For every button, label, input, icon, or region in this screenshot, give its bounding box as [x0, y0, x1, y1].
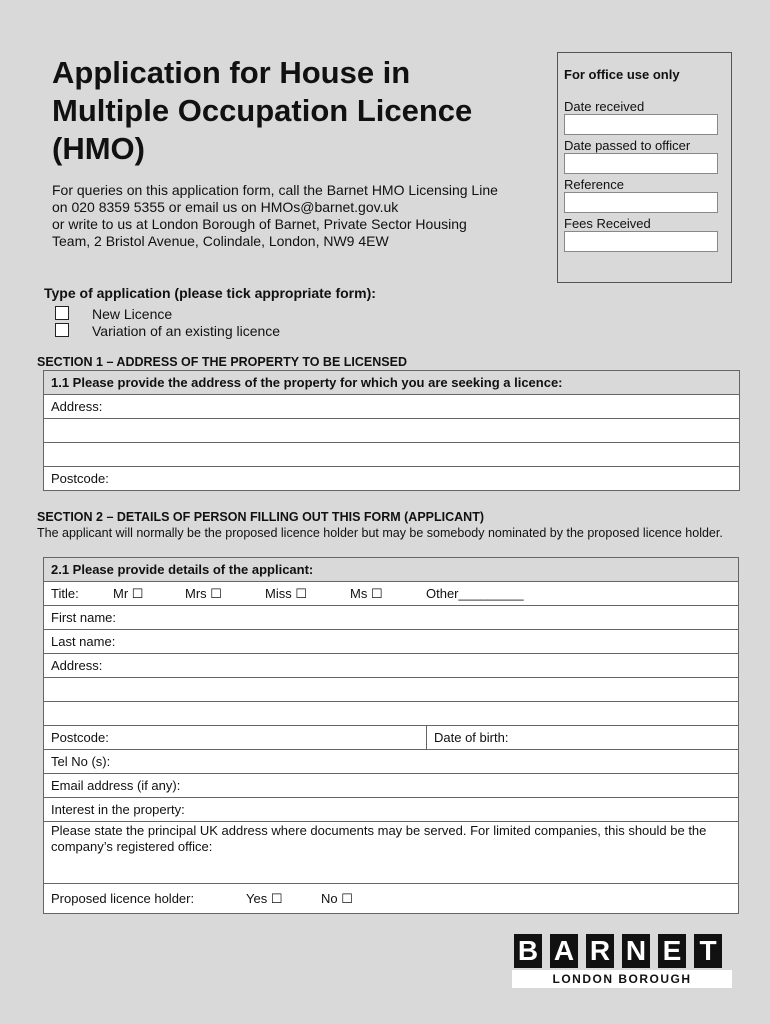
variation-label: Variation of an existing licence: [92, 323, 281, 339]
contact-info: [52, 182, 562, 250]
property-address-field[interactable]: Address:: [44, 395, 740, 419]
section1-question: 1.1 Please provide the address of the property for which you are seeking a licence:: [44, 371, 740, 395]
title-row: [44, 582, 739, 606]
date-of-birth-field[interactable]: Date of birth:: [427, 726, 739, 750]
date-passed-field[interactable]: [564, 153, 718, 174]
title-line: Multiple Occupation Licence: [52, 93, 473, 128]
tel-field[interactable]: Tel No (s):: [44, 750, 739, 774]
title-mrs-option[interactable]: Mrs ☐: [185, 585, 222, 601]
section1-table: [43, 370, 740, 491]
date-received-field[interactable]: [564, 114, 718, 135]
last-name-field[interactable]: Last name:: [44, 630, 739, 654]
section2-question: 2.1 Please provide details of the applicant:: [44, 558, 739, 582]
interest-field[interactable]: Interest in the property:: [44, 798, 739, 822]
application-type-heading: Type of application (please tick appropriate form):: [44, 285, 376, 301]
logo-letter: T: [694, 934, 722, 968]
applicant-address-line-2[interactable]: [44, 678, 739, 702]
fees-received-label: Fees Received: [564, 216, 651, 231]
title-line: (HMO): [52, 131, 145, 166]
page-title: [52, 54, 552, 168]
first-name-field[interactable]: First name:: [44, 606, 739, 630]
logo-letter: R: [586, 934, 614, 968]
proposed-holder-row: [44, 884, 739, 914]
title-other-option[interactable]: Other_________: [426, 585, 524, 601]
logo-subtitle: LONDON BOROUGH: [512, 970, 732, 988]
date-received-label: Date received: [564, 99, 645, 114]
proposed-holder-label: Proposed licence holder:: [51, 890, 195, 906]
title-mr-option[interactable]: Mr ☐: [113, 585, 144, 601]
new-licence-checkbox[interactable]: [55, 306, 69, 320]
title-line: Application for House in: [52, 55, 411, 90]
office-use-panel: [557, 52, 732, 283]
reference-label: Reference: [564, 177, 624, 192]
title-ms-option[interactable]: Ms ☐: [350, 585, 383, 601]
section2-note: The applicant will normally be the proposed licence holder but may be somebody nominated by the proposed licence holder.: [37, 526, 723, 540]
title-miss-option[interactable]: Miss ☐: [265, 585, 307, 601]
new-licence-label: New Licence: [92, 306, 173, 322]
fees-received-field[interactable]: [564, 231, 718, 252]
property-address-line-2[interactable]: [44, 419, 740, 443]
email-field[interactable]: Email address (if any):: [44, 774, 739, 798]
section2-heading: SECTION 2 – DETAILS OF PERSON FILLING OUT THIS FORM (APPLICANT): [37, 510, 484, 524]
office-use-heading: For office use only: [564, 67, 680, 82]
proposed-holder-yes[interactable]: Yes ☐: [246, 890, 283, 906]
variation-checkbox[interactable]: [55, 323, 69, 337]
applicant-address-field[interactable]: Address:: [44, 654, 739, 678]
section1-heading: SECTION 1 – ADDRESS OF THE PROPERTY TO BE LICENSED: [37, 355, 407, 369]
reference-field[interactable]: [564, 192, 718, 213]
date-passed-label: Date passed to officer: [564, 138, 691, 153]
logo-letter: B: [514, 934, 542, 968]
property-postcode-field[interactable]: Postcode:: [44, 467, 740, 491]
applicant-postcode-field[interactable]: Postcode:: [44, 726, 427, 750]
logo-letter: E: [658, 934, 686, 968]
contact-line: or write to us at London Borough of Barnet, Private Sector Housing: [52, 216, 467, 232]
proposed-holder-no[interactable]: No ☐: [321, 890, 353, 906]
logo-letter: A: [550, 934, 578, 968]
section2-table: [43, 557, 739, 914]
property-address-line-3[interactable]: [44, 443, 740, 467]
contact-line: on 020 8359 5355 or email us on HMOs@barnet.gov.uk: [52, 199, 399, 215]
barnet-logo: [512, 934, 732, 988]
principal-address-field[interactable]: Please state the principal UK address where documents may be served. For limited companies, this should be the company’s registered office:: [44, 822, 739, 884]
title-label: Title:: [51, 585, 79, 601]
contact-line: For queries on this application form, call the Barnet HMO Licensing Line: [52, 182, 498, 198]
applicant-address-line-3[interactable]: [44, 702, 739, 726]
contact-line: Team, 2 Bristol Avenue, Colindale, London, NW9 4EW: [52, 233, 389, 249]
logo-letter: N: [622, 934, 650, 968]
